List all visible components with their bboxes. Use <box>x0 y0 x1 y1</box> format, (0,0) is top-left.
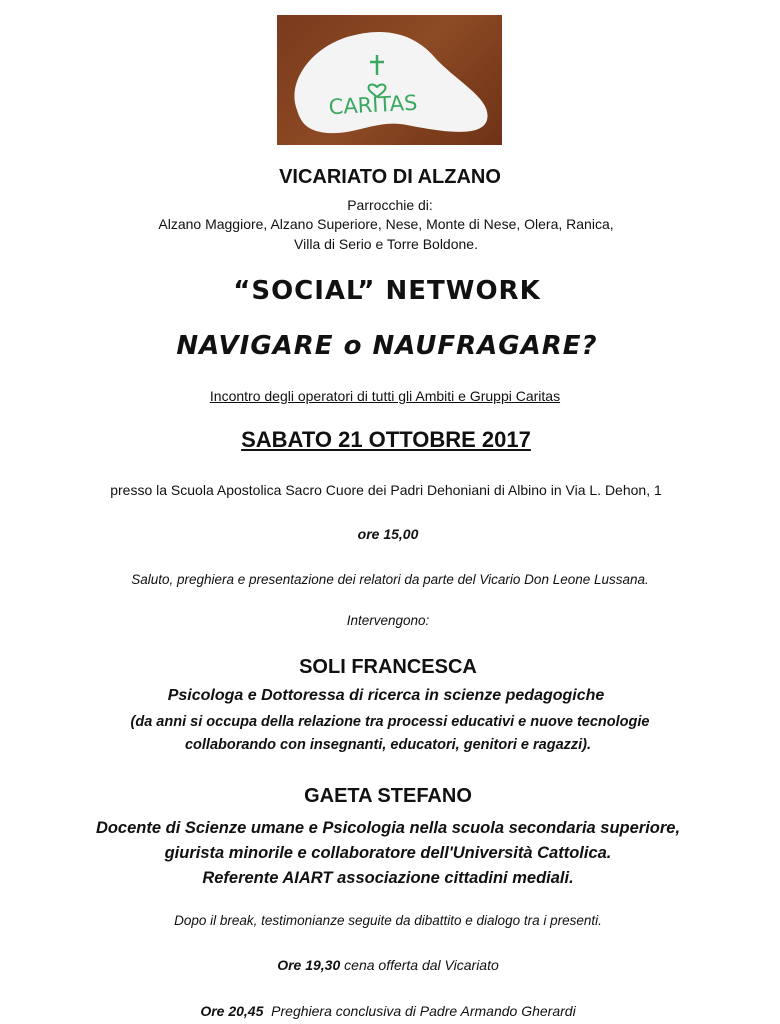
parishes-label: Parrocchie di: <box>347 197 433 213</box>
speaker-description: Referente AIART associazione cittadini mediali. <box>202 869 574 887</box>
speaker-description: Docente di Scienze umane e Psicologia nella scuola secondaria superiore, <box>95 819 681 837</box>
closing-time: Ore 20,45 <box>200 1003 264 1019</box>
speaker-name: SOLI FRANCESCA <box>299 656 477 678</box>
event-title: “SOCIAL” NETWORK <box>233 276 541 306</box>
caritas-logo-image <box>277 15 502 145</box>
dinner-text: cena offerta dal Vicariato <box>344 957 499 973</box>
speaker-description: Psicologa e Dottoressa di ricerca in scienze pedagogiche <box>167 687 605 704</box>
program-closing <box>0 1003 778 1019</box>
event-subtitle-title: NAVIGARE o NAUFRAGARE? <box>176 331 598 361</box>
event-date: SABATO 21 OTTOBRE 2017 <box>241 427 531 452</box>
caritas-stone-icon <box>277 15 502 145</box>
parishes-line: Alzano Maggiore, Alzano Superiore, Nese, Monte di Nese, Olera, Ranica, <box>158 216 614 232</box>
parishes-line: Villa di Serio e Torre Boldone. <box>294 236 478 252</box>
event-description: Incontro degli operatori di tutti gli Ambiti e Gruppi Caritas <box>209 388 561 404</box>
speakers-intro: Intervengono: <box>346 613 430 628</box>
speaker-description: collaborando con insegnanti, educatori, genitori e ragazzi). <box>184 737 592 753</box>
speaker-description: (da anni si occupa della relazione tra processi educativi e nuove tecnologie <box>130 714 650 730</box>
svg-text:CARITAS: CARITAS <box>328 90 418 120</box>
speaker-description: giurista minorile e collaboratore dell'Università Cattolica. <box>164 844 612 862</box>
event-time: ore 15,00 <box>357 526 419 542</box>
event-venue: presso la Scuola Apostolica Sacro Cuore dei Padri Dehoniani di Albino in Via L. Dehon, 1 <box>110 482 662 498</box>
dinner-time: Ore 19,30 <box>277 957 341 973</box>
event-welcome: Saluto, preghiera e presentazione dei relatori da parte del Vicario Don Leone Lussana. <box>131 572 649 587</box>
closing-text: Preghiera conclusiva di Padre Armando Gherardi <box>271 1003 576 1019</box>
vicariato-title: VICARIATO DI ALZANO <box>279 166 501 188</box>
speaker-name: GAETA STEFANO <box>304 785 472 807</box>
program-after-break: Dopo il break, testimonianze seguite da dibattito e dialogo tra i presenti. <box>174 913 602 928</box>
program-dinner <box>0 957 778 973</box>
